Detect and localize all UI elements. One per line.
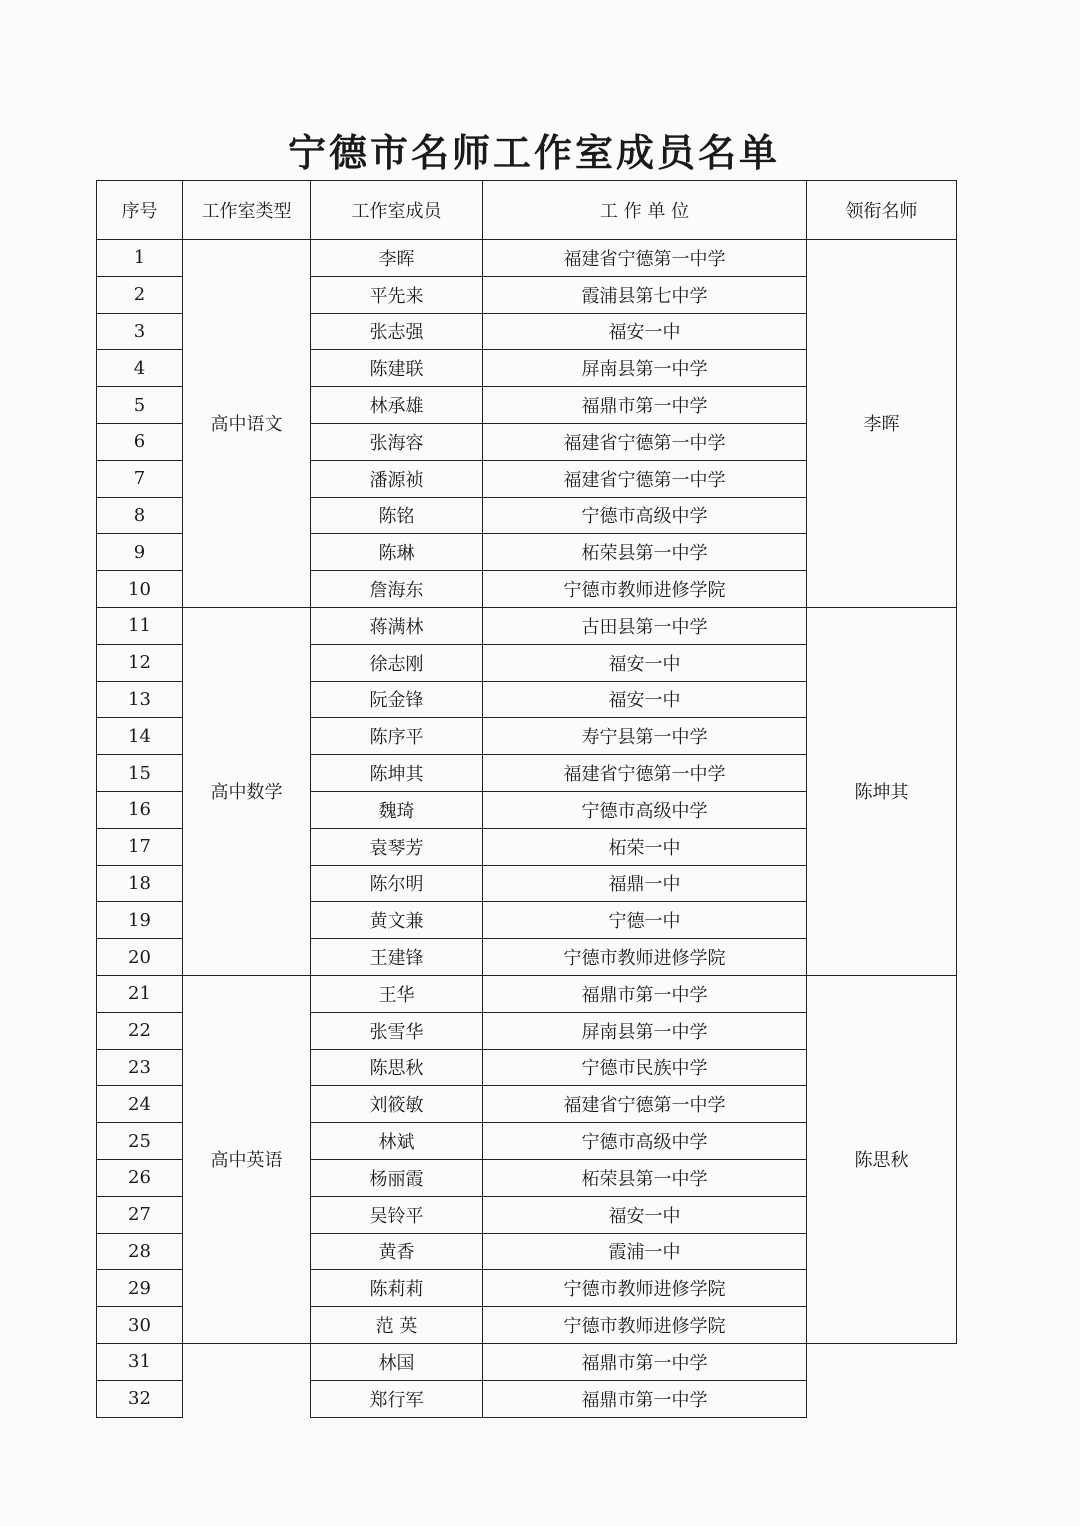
work-unit: 福鼎市第一中学 (483, 387, 807, 424)
member-name: 潘源祯 (311, 460, 483, 497)
row-number: 22 (97, 1012, 183, 1049)
work-unit: 福建省宁德第一中学 (483, 755, 807, 792)
member-name: 陈莉莉 (311, 1270, 483, 1307)
studio-type: 高中语文 (183, 240, 311, 608)
member-name: 陈琳 (311, 534, 483, 571)
row-number: 6 (97, 423, 183, 460)
work-unit: 宁德市教师进修学院 (483, 571, 807, 608)
row-number: 27 (97, 1196, 183, 1233)
work-unit: 福建省宁德第一中学 (483, 240, 807, 277)
member-name: 杨丽霞 (311, 1159, 483, 1196)
row-number: 2 (97, 276, 183, 313)
row-number: 32 (97, 1380, 183, 1417)
work-unit: 宁德市教师进修学院 (483, 1270, 807, 1307)
work-unit: 屏南县第一中学 (483, 1012, 807, 1049)
work-unit: 柘荣县第一中学 (483, 534, 807, 571)
table-row (97, 975, 957, 1012)
row-number: 28 (97, 1233, 183, 1270)
work-unit: 宁德市教师进修学院 (483, 1307, 807, 1344)
work-unit: 福鼎市第一中学 (483, 1343, 807, 1380)
row-number: 24 (97, 1086, 183, 1123)
work-unit: 霞浦县第七中学 (483, 276, 807, 313)
member-name: 阮金锋 (311, 681, 483, 718)
lead-teacher (807, 1343, 957, 1417)
row-number: 15 (97, 755, 183, 792)
member-name: 林国 (311, 1343, 483, 1380)
member-name: 张海容 (311, 423, 483, 460)
work-unit: 福建省宁德第一中学 (483, 1086, 807, 1123)
row-number: 23 (97, 1049, 183, 1086)
member-name: 蒋满林 (311, 607, 483, 644)
row-number: 16 (97, 791, 183, 828)
studio-type: 高中数学 (183, 607, 311, 975)
member-name: 陈坤其 (311, 755, 483, 792)
work-unit: 福安一中 (483, 313, 807, 350)
row-number: 17 (97, 828, 183, 865)
member-name: 黄香 (311, 1233, 483, 1270)
member-name: 黄文兼 (311, 902, 483, 939)
member-name: 林承雄 (311, 387, 483, 424)
work-unit: 宁德市高级中学 (483, 1123, 807, 1160)
page-title: 宁德市名师工作室成员名单 (287, 130, 780, 175)
member-name: 陈铭 (311, 497, 483, 534)
work-unit: 福建省宁德第一中学 (483, 423, 807, 460)
member-name: 袁琴芳 (311, 828, 483, 865)
work-unit: 宁德市高级中学 (483, 791, 807, 828)
row-number: 14 (97, 718, 183, 755)
row-number: 29 (97, 1270, 183, 1307)
work-unit: 福鼎市第一中学 (483, 1380, 807, 1417)
header-lead: 领衔名师 (807, 181, 957, 240)
work-unit: 柘荣一中 (483, 828, 807, 865)
row-number: 21 (97, 975, 183, 1012)
row-number: 7 (97, 460, 183, 497)
work-unit: 福安一中 (483, 681, 807, 718)
row-number: 11 (97, 607, 183, 644)
header-type: 工作室类型 (183, 181, 311, 240)
member-name: 吴铃平 (311, 1196, 483, 1233)
row-number: 18 (97, 865, 183, 902)
member-name: 王建锋 (311, 939, 483, 976)
work-unit: 福鼎市第一中学 (483, 975, 807, 1012)
row-number: 20 (97, 939, 183, 976)
member-name: 范 英 (311, 1307, 483, 1344)
member-name: 陈序平 (311, 718, 483, 755)
studio-type: 高中英语 (183, 975, 311, 1343)
header-no: 序号 (97, 181, 183, 240)
row-number: 26 (97, 1159, 183, 1196)
row-number: 25 (97, 1123, 183, 1160)
member-name: 詹海东 (311, 571, 483, 608)
table-row (97, 607, 957, 644)
row-number: 9 (97, 534, 183, 571)
work-unit: 宁德市教师进修学院 (483, 939, 807, 976)
member-name: 郑行军 (311, 1380, 483, 1417)
table-row (97, 240, 957, 277)
row-number: 5 (97, 387, 183, 424)
member-name: 魏琦 (311, 791, 483, 828)
row-number: 10 (97, 571, 183, 608)
work-unit: 宁德市高级中学 (483, 497, 807, 534)
lead-teacher: 陈坤其 (807, 607, 957, 975)
work-unit: 福安一中 (483, 644, 807, 681)
work-unit: 霞浦一中 (483, 1233, 807, 1270)
member-name: 林斌 (311, 1123, 483, 1160)
roster-table (96, 180, 957, 1418)
row-number: 30 (97, 1307, 183, 1344)
row-number: 3 (97, 313, 183, 350)
member-name: 李晖 (311, 240, 483, 277)
lead-teacher: 陈思秋 (807, 975, 957, 1343)
work-unit: 宁德一中 (483, 902, 807, 939)
header-unit: 工 作 单 位 (483, 181, 807, 240)
work-unit: 屏南县第一中学 (483, 350, 807, 387)
row-number: 12 (97, 644, 183, 681)
studio-type (183, 1343, 311, 1417)
work-unit: 寿宁县第一中学 (483, 718, 807, 755)
member-name: 平先来 (311, 276, 483, 313)
row-number: 19 (97, 902, 183, 939)
roster-body (97, 240, 957, 1418)
member-name: 张雪华 (311, 1012, 483, 1049)
work-unit: 古田县第一中学 (483, 607, 807, 644)
work-unit: 福鼎一中 (483, 865, 807, 902)
row-number: 1 (97, 240, 183, 277)
member-name: 陈尔明 (311, 865, 483, 902)
member-name: 王华 (311, 975, 483, 1012)
work-unit: 福建省宁德第一中学 (483, 460, 807, 497)
row-number: 4 (97, 350, 183, 387)
table-row (97, 1343, 957, 1380)
work-unit: 宁德市民族中学 (483, 1049, 807, 1086)
member-name: 张志强 (311, 313, 483, 350)
member-name: 陈思秋 (311, 1049, 483, 1086)
lead-teacher: 李晖 (807, 240, 957, 608)
work-unit: 福安一中 (483, 1196, 807, 1233)
work-unit: 柘荣县第一中学 (483, 1159, 807, 1196)
member-name: 徐志刚 (311, 644, 483, 681)
row-number: 31 (97, 1343, 183, 1380)
header-member: 工作室成员 (311, 181, 483, 240)
header-row (97, 181, 957, 240)
row-number: 13 (97, 681, 183, 718)
member-name: 陈建联 (311, 350, 483, 387)
row-number: 8 (97, 497, 183, 534)
member-name: 刘筱敏 (311, 1086, 483, 1123)
